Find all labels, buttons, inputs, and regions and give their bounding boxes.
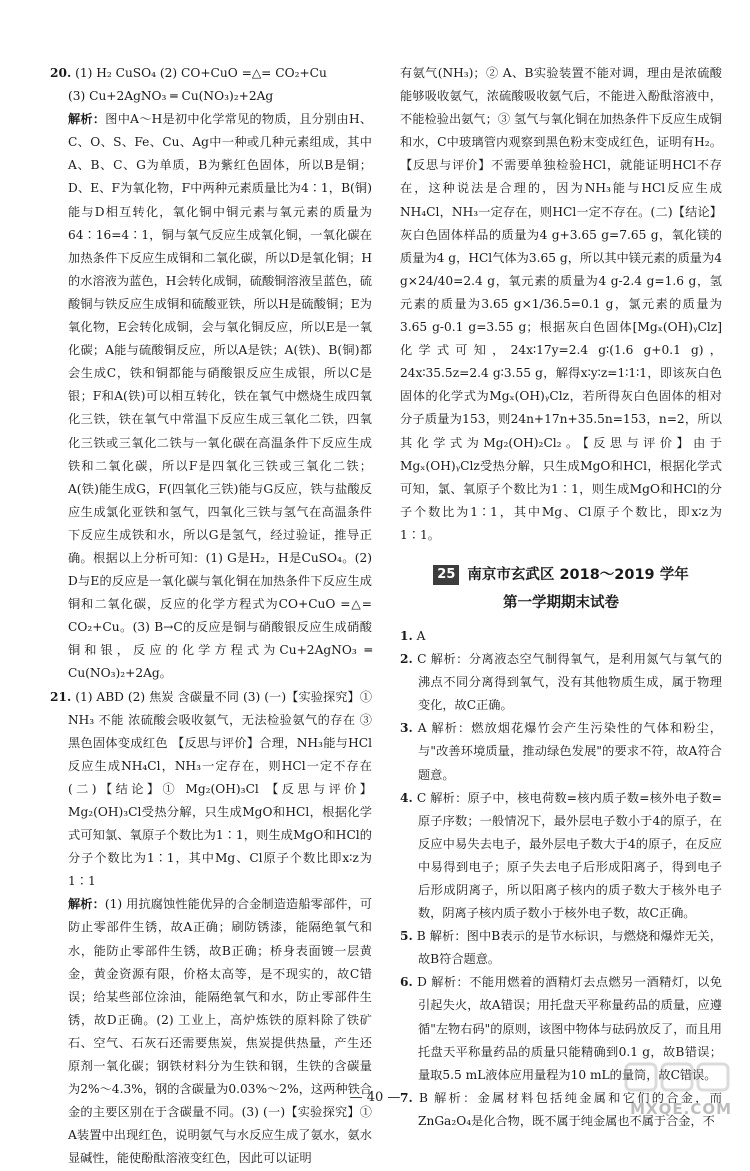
item-text: A	[416, 628, 426, 643]
section-title-line1: 南京市玄武区 2018～2019 学年	[467, 566, 689, 583]
answer-item	[400, 717, 722, 786]
item-number: 5.	[400, 929, 413, 944]
item-text: D 解析：不能用燃着的酒精灯去点燃另一酒精灯，以免引起失火，故A错误；用托盘天平称量药品的质量，应遵循"左物右码"的原则，该图中物体与砝码放反了，而且用托盘天平称量药品的质量只能精确到0.1 g，故B错误；量取5.5 mL液体应用量程为10 mL的量筒，故C错误。	[417, 975, 722, 1082]
page-number: — 40 —	[349, 1090, 401, 1105]
item-text: (1) ABD (2) 焦炭 含碳量不同 (3) (一)【实验探究】① NH₃ 不能 浓硫酸会吸收氨气，无法检验氨气的存在 ③ 黑色固体变成红色 【反思与评价】合理，NH₃能与HCl反应生成NH₄Cl，NH₃一定存在，则HCl一定不存在 (二)【结论】① Mg₂(OH)₃Cl 【反思与评价】Mg₂(OH)₃Cl受热分解，只生成MgO和HCl，根据化学式可知氯、氧原子个数比为1∶1，则生成MgO和HCl的分子个数比为1∶1，其中Mg、Cl原子个数比即x∶z为1∶1	[68, 689, 373, 889]
item-number: 20.	[50, 66, 72, 80]
watermark-text: MXQE.COM	[630, 1100, 732, 1118]
item-text: 有氨气(NH₃)；② A、B实验装置不能对调，理由是浓硫酸能够吸收氨气，浓硫酸吸收氨气后，不能进入酚酞溶液中，不能检验出氨气；③ 氢气与氧化铜在加热条件下反应生成铜和水，C中玻璃管内观察到黑色粉末变成红色，证明有H₂。【反思与评价】不需要单独检验HCl，就能证明HCl不存在，这种说法是合理的，因为NH₃能与HCl反应生成NH₄Cl，NH₃一定存在，则HCl一定不存在。(二)【结论】灰白色固体样品的质量为4 g+3.65 g=7.65 g，氧化镁的质量为4 g，HCl气体为3.65 g，所以其中镁元素的质量为4 g×24/40=2.4 g，氧元素的质量为4 g-2.4 g=1.6 g，氢元素的质量为3.65 g×1/36.5=0.1 g，氯元素的质量为3.65 g-0.1 g=3.55 g；根据灰白色固体[Mgₓ(OH)ᵧClz]化学式可知，24x∶17y=2.4 g∶(1.6 g+0.1 g)，24x∶35.5z=2.4 g∶3.55 g，解得x∶y∶z=1∶1∶1，即该灰白色固体的化学式为Mgₓ(OH)ᵧClz，若所得灰白色固体的相对分子质量为153，则24n+17n+35.5n=153，n=2，所以其化学式为Mg₂(OH)₂Cl₂。【反思与评价】由于Mgₓ(OH)ᵧClz受热分解，只生成MgO和HCl，根据化学式可知，氯、氧原子个数比为1∶1，则生成MgO和HCl的分子个数比为1∶1，其中Mg、Cl原子个数比，即x∶z为1∶1。	[400, 66, 722, 542]
item-text: 图中A～H是初中化学常见的物质，且分别由H、C、O、S、Fe、Cu、Ag中一种或几种元素组成，其中A、B、C、G为单质，B为紫红色固体，所以B是铜；D、E、F为氧化物，F中两种元素质量比为4∶1，B(铜)能与D相互转化，氧化铜中铜元素与氧元素的质量为64∶16=4∶1，铜与氧气反应生成氧化铜，一氧化碳在加热条件下反应生成铜和二氧化碳，所以D是氧化铜；H的水溶液为蓝色，H会转化成铜，硫酸铜溶液呈蓝色，硫酸铜与铁反应生成铜和硫酸亚铁，所以H是硫酸铜；E为氧化物，E会转化成铜，会与氧化铜反应，所以E是一氧化碳；A能与硫酸铜反应，所以A是铁；A(铁)、B(铜)都会生成C，铁和铜都能与硝酸银反应生成银，所以C是银；F和A(铁)可以相互转化，铁在氧气中燃烧生成四氧化三铁，铁在氧气中常温下反应生成三氧化二铁，四氧化三铁或三氧化二铁与一氧化碳在高温条件下反应生成铁和二氧化碳，所以F是四氧化三铁或三氧化二铁；A(铁)能生成G，F(四氧化三铁)能与G反应，铁与盐酸反应生成氯化亚铁和氢气，四氧化三铁与氢气在高温条件下反应生成铁和水，所以G是氢气，经过验证，推导正确。根据以上分析可知：(1) G是H₂，H是CuSO₄。(2) D与E的反应是一氧化碳与氧化铜在加热条件下反应生成铜和二氧化碳，反应的化学方程式为CO+CuO =△= CO₂+Cu。(3) B→C的反应是铜与硝酸银反应生成硝酸铜和银，反应的化学方程式为Cu+2AgNO₃ ═ Cu(NO₃)₂+2Ag。	[68, 112, 373, 681]
item-number: 21.	[50, 689, 72, 704]
item-text: (1) 用抗腐蚀性能优异的合金制造造船零部件，可防止零部件生锈，故A正确；刷防锈漆，能隔绝氧气和水，能防止零部件生锈，故B正确；桥身表面镀一层黄金，黄金资源有限，价格太高等，是不现实的，故C错误；给某些部位涂油，能隔绝氧气和水，防止零部件生锈，故D正确。(2) 工业上，高炉炼铁的原料除了铁矿石、空气、石灰石还需要焦炭，焦炭提供热量，产生还原剂一氧化碳；钢铁材料分为生铁和钢，生铁的含碳量为2%～4.3%，钢的含碳量为0.03%～2%，这两种铁合金的主要区别在于含碳量不同。(3) (一)【实验探究】① A装置中出现红色，说明氨气与水反应生成了氨水，氨水显碱性，能使酚酞溶液变红色，因此可以证明	[68, 897, 373, 1166]
item-number: 1.	[400, 628, 413, 643]
analysis-label: 解析：	[68, 897, 105, 912]
section-heading	[400, 561, 722, 617]
item-text: A 解析：燃放烟花爆竹会产生污染性的气体和粉尘，与"改善环境质量，推动绿色发展"的要求不符，故A符合题意。	[417, 721, 722, 782]
item-text: C 解析：分离液态空气制得氧气，是利用氮气与氧气的沸点不同分离得到氧气，没有其他物质生成，属于物理变化，故C正确。	[417, 652, 723, 713]
item-number: 2.	[400, 652, 413, 667]
answer-paragraph	[50, 85, 372, 108]
item-text: B 解析：金属材料包括纯金属和它们的合金，而ZnGa₂O₄是化合物，既不属于纯金属也不属于合金，不	[418, 1090, 722, 1128]
answer-item	[50, 62, 372, 85]
answer-item	[400, 925, 722, 971]
left-column	[50, 62, 372, 1171]
item-number: 7.	[400, 1090, 413, 1105]
item-number: 4.	[400, 790, 413, 805]
item-number: 3.	[400, 721, 413, 736]
answer-item	[400, 625, 722, 648]
item-text: C 解析：原子中，核电荷数=核内质子数=核外电子数=原子序数；一般情况下，最外层电子数小于4的原子，在反应中易失去电子，最外层电子数大于4的原子，在反应中易得到电子；原子失去电子后形成阳离子，得到电子后形成阴离子，所以阳离子核内的质子数大于核外电子数，阴离子核内质子数小于核外电子数，故C正确。	[416, 790, 723, 921]
item-text: (3) Cu+2AgNO₃ ═ Cu(NO₃)₂+2Ag	[68, 89, 274, 104]
section-title-line2: 第一学期期末试卷	[503, 594, 619, 611]
item-text: (1) H₂ CuSO₄ (2) CO+CuO =△= CO₂+Cu	[75, 66, 327, 80]
item-number: 6.	[400, 975, 413, 990]
section-badge: 25	[433, 565, 459, 585]
answer-item	[400, 648, 722, 717]
item-text: B 解析：图中B表示的是节水标识，与燃烧和爆炸无关，故B符合题意。	[416, 929, 722, 967]
answer-paragraph	[50, 893, 372, 1170]
answer-paragraph	[50, 108, 372, 685]
right-column	[400, 62, 722, 1133]
answer-item	[50, 686, 372, 894]
answer-paragraph	[400, 62, 722, 547]
analysis-label: 解析：	[68, 112, 106, 127]
answer-item	[400, 787, 722, 926]
